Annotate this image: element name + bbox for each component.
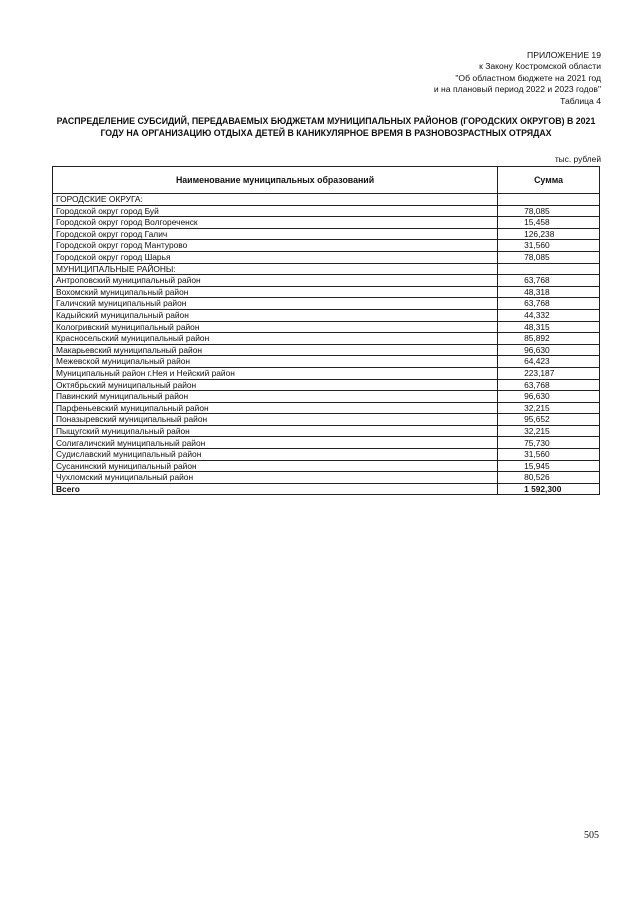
cell-name: МУНИЦИПАЛЬНЫЕ РАЙОНЫ: (53, 263, 498, 275)
units-label: тыс. рублей (554, 154, 601, 164)
table-row (53, 263, 600, 275)
cell-sum: 64,423 (498, 356, 600, 368)
table-row (53, 414, 600, 426)
cell-name: Городской округ город Мантурово (53, 240, 498, 252)
cell-sum: 32,215 (498, 425, 600, 437)
table-row (53, 309, 600, 321)
table-row (53, 391, 600, 403)
table-row (53, 449, 600, 461)
page-number: 505 (584, 830, 599, 841)
cell-name: Межевской муниципальный район (53, 356, 498, 368)
table-header-row (53, 167, 600, 194)
total-row (53, 483, 600, 495)
table-row (53, 298, 600, 310)
table-row (53, 217, 600, 229)
cell-sum: 63,768 (498, 379, 600, 391)
appendix-header (271, 50, 601, 107)
table-row (53, 425, 600, 437)
table-row (53, 240, 600, 252)
cell-sum: 31,560 (498, 449, 600, 461)
cell-sum: 48,315 (498, 321, 600, 333)
table-row (53, 194, 600, 206)
cell-sum: 32,215 (498, 402, 600, 414)
cell-sum: 15,458 (498, 217, 600, 229)
cell-name: ГОРОДСКИЕ ОКРУГА: (53, 194, 498, 206)
cell-sum: 78,085 (498, 251, 600, 263)
appendix-line: и на плановый период 2022 и 2023 годов" (433, 84, 601, 95)
cell-sum: 96,630 (498, 391, 600, 403)
cell-sum: 1 592,300 (498, 483, 600, 495)
appendix-line: "Об областном бюджете на 2021 год (455, 72, 601, 83)
cell-sum: 63,768 (498, 275, 600, 287)
table-row (53, 228, 600, 240)
appendix-line: Таблица 4 (560, 95, 601, 106)
cell-sum: 31,560 (498, 240, 600, 252)
cell-name: Октябрьский муниципальный район (53, 379, 498, 391)
cell-name: Павинский муниципальный район (53, 391, 498, 403)
cell-name: Парфеньевский муниципальный район (53, 402, 498, 414)
table-row (53, 251, 600, 263)
cell-name: Городской округ город Волгореченск (53, 217, 498, 229)
cell-name: Красносельский муниципальный район (53, 333, 498, 345)
cell-sum: 96,630 (498, 344, 600, 356)
cell-name: Городской округ город Галич (53, 228, 498, 240)
table-row (53, 344, 600, 356)
cell-sum: 44,332 (498, 309, 600, 321)
cell-sum: 126,238 (498, 228, 600, 240)
header-sum: Сумма (498, 167, 600, 194)
cell-name: Вохомский муниципальный район (53, 286, 498, 298)
table-body (53, 194, 600, 495)
cell-sum: 48,318 (498, 286, 600, 298)
table-row (53, 460, 600, 472)
cell-name: Кадыйский муниципальный район (53, 309, 498, 321)
cell-sum: 63,768 (498, 298, 600, 310)
cell-name: Поназыревский муниципальный район (53, 414, 498, 426)
cell-name: Чухломский муниципальный район (53, 472, 498, 484)
cell-name: Судиславский муниципальный район (53, 449, 498, 461)
table-row (53, 205, 600, 217)
subsidy-table (52, 166, 600, 495)
cell-name: Макарьевский муниципальный район (53, 344, 498, 356)
cell-name: Галичский муниципальный район (53, 298, 498, 310)
table-row (53, 402, 600, 414)
cell-name: Городской округ город Буй (53, 205, 498, 217)
cell-sum (498, 194, 600, 206)
appendix-line: ПРИЛОЖЕНИЕ 19 (527, 50, 601, 60)
table-row (53, 356, 600, 368)
cell-name: Кологривский муниципальный район (53, 321, 498, 333)
table-row (53, 379, 600, 391)
cell-sum (498, 263, 600, 275)
table-row (53, 286, 600, 298)
table-row (53, 333, 600, 345)
table-row (53, 321, 600, 333)
cell-name: Городской округ город Шарья (53, 251, 498, 263)
cell-sum: 80,526 (498, 472, 600, 484)
header-name: Наименование муниципальных образований (53, 167, 498, 194)
cell-sum: 75,730 (498, 437, 600, 449)
table-row (53, 275, 600, 287)
cell-sum: 78,085 (498, 205, 600, 217)
appendix-line: к Закону Костромской области (479, 61, 601, 72)
table-row (53, 472, 600, 484)
document-title: РАСПРЕДЕЛЕНИЕ СУБСИДИЙ, ПЕРЕДАВАЕМЫХ БЮДЖЕТАМ МУНИЦИПАЛЬНЫХ РАЙОНОВ (ГОРОДСКИХ ОКРУГОВ) В 2021 ГОДУ НА ОРГАНИЗАЦИЮ ОТДЫХА ДЕТЕЙ В КАНИКУЛЯРНОЕ ВРЕМЯ В РАЗНОВОЗРАСТНЫХ ОТРЯДАХ (56, 116, 596, 138)
cell-sum: 15,945 (498, 460, 600, 472)
cell-name: Солигаличский муниципальный район (53, 437, 498, 449)
table-row (53, 437, 600, 449)
cell-sum: 85,892 (498, 333, 600, 345)
cell-name: Сусанинский муниципальный район (53, 460, 498, 472)
cell-sum: 95,652 (498, 414, 600, 426)
table-row (53, 367, 600, 379)
cell-name: Пыщугский муниципальный район (53, 425, 498, 437)
cell-name: Муниципальный район г.Нея и Нейский район (53, 367, 498, 379)
cell-name: Антроповский муниципальный район (53, 275, 498, 287)
cell-name: Всего (53, 483, 498, 495)
cell-sum: 223,187 (498, 367, 600, 379)
